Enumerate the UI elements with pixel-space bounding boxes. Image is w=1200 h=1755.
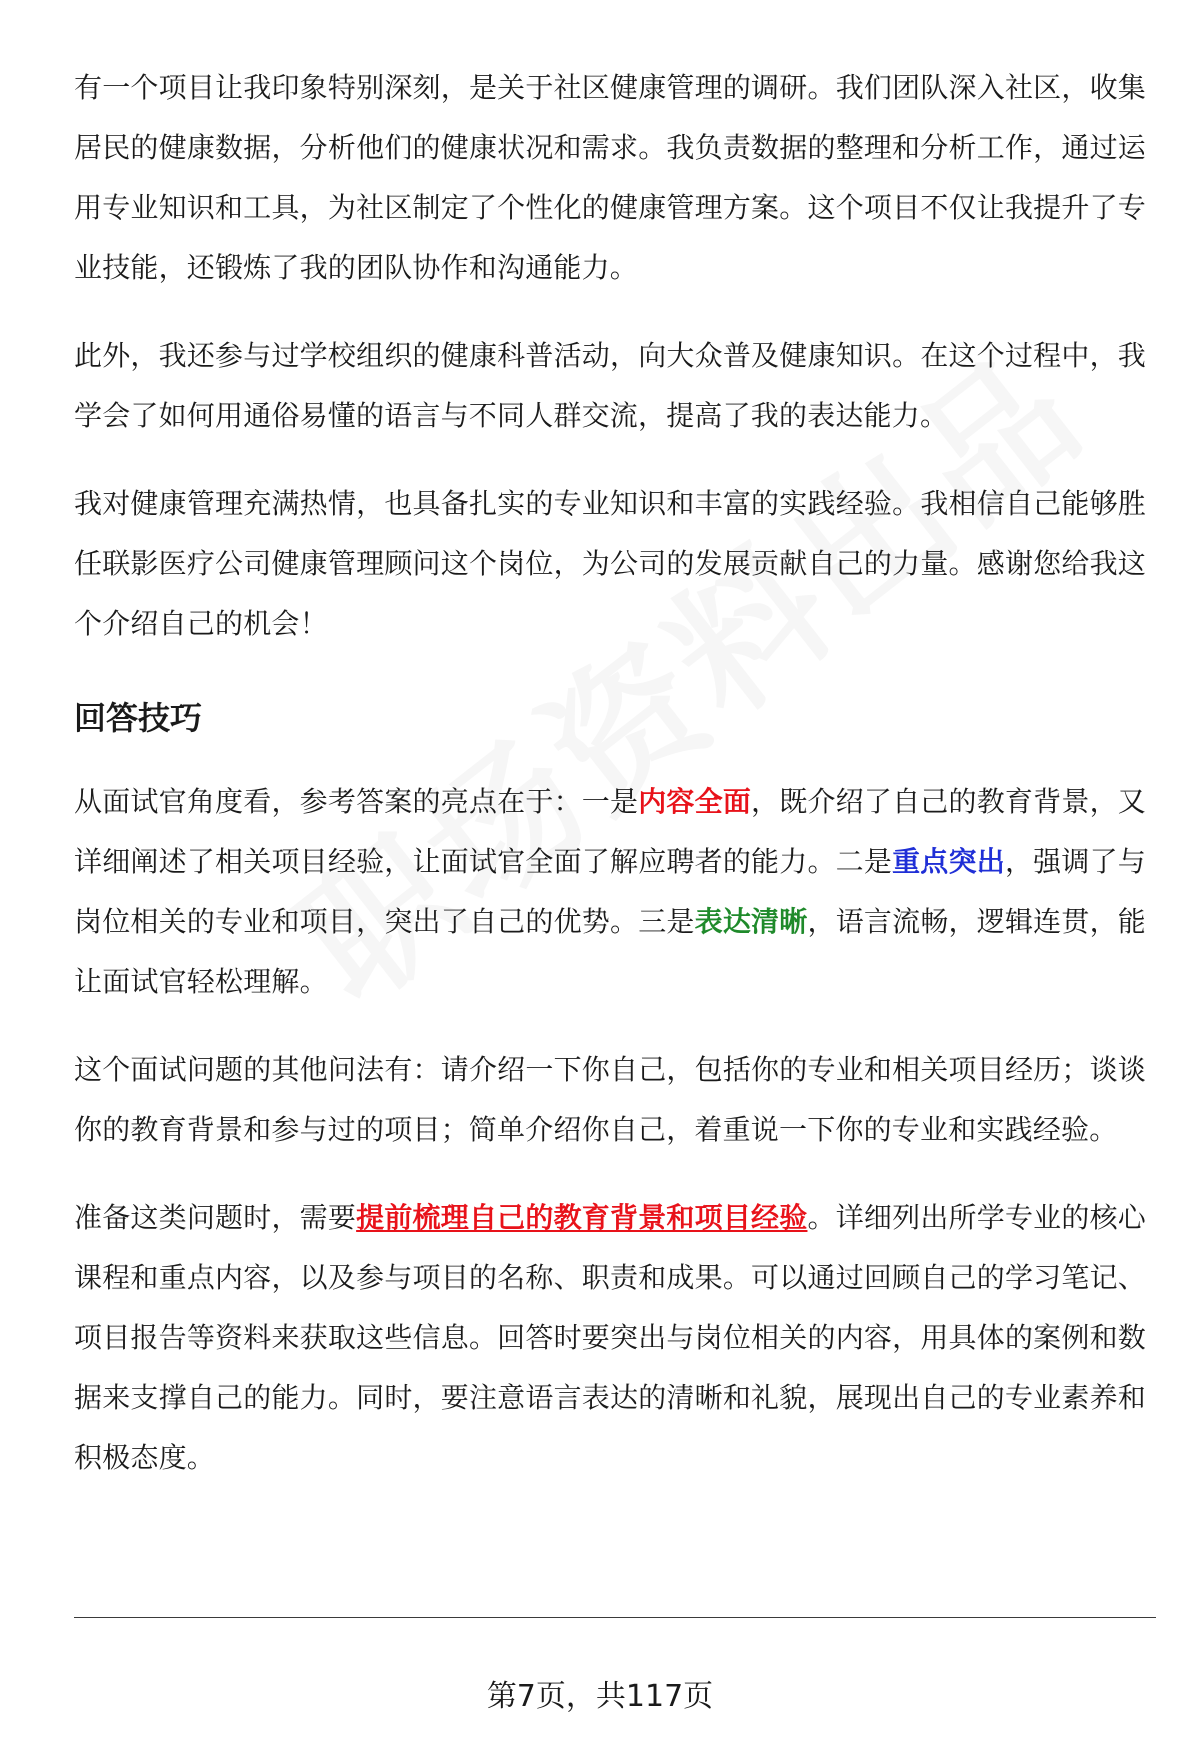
text-segment: 准备这类问题时，需要 <box>74 1201 357 1234</box>
highlight-preparation: 提前梳理自己的教育背景和项目经验 <box>356 1201 808 1234</box>
text-segment: ，语言流畅，逻辑连贯，能让面试官轻松理解。 <box>74 905 1146 998</box>
paragraph-closing: 我对健康管理充满热情，也具备扎实的专业知识和丰富的实践经验。我相信自己能够胜任联影医疗公司健康管理顾问这个岗位，为公司的发展贡献自己的力量。感谢您给我这个介绍自己的机会！ <box>74 487 1146 640</box>
paragraph-preparation <box>74 1188 1146 1488</box>
highlight-clear: 表达清晰 <box>694 905 808 938</box>
highlight-focused: 重点突出 <box>892 845 1005 878</box>
section-heading: 回答技巧 <box>74 699 203 737</box>
highlight-comprehensive: 内容全面 <box>638 785 752 818</box>
text-segment: ，既介绍了自己的教育背景，又详细阐述了相关项目经验，让面试官全面了解应聘者的能力。二是 <box>74 785 1146 878</box>
paragraph-science-activity: 此外，我还参与过学校组织的健康科普活动，向大众普及健康知识。在这个过程中，我学会了如何用通俗易懂的语言与不同人群交流，提高了我的表达能力。 <box>74 339 1146 432</box>
paragraph-project-experience: 有一个项目让我印象特别深刻，是关于社区健康管理的调研。我们团队深入社区，收集居民的健康数据，分析他们的健康状况和需求。我负责数据的整理和分析工作，通过运用专业知识和工具，为社区制定了个性化的健康管理方案。这个项目不仅让我提升了专业技能，还锻炼了我的团队协作和沟通能力。 <box>74 71 1146 284</box>
footer-divider <box>74 1617 1156 1618</box>
paragraph-highlights <box>74 772 1146 1012</box>
text-segment: 。详细列出所学专业的核心课程和重点内容，以及参与项目的名称、职责和成果。可以通过回顾自己的学习笔记、项目报告等资料来获取这些信息。回答时要突出与岗位相关的内容，用具体的案例和数据来支撑自己的能力。同时，要注意语言表达的清晰和礼貌，展现出自己的专业素养和积极态度。 <box>74 1201 1146 1474</box>
page-number: 第7页，共117页 <box>486 1679 714 1714</box>
document-body <box>74 58 1146 1516</box>
text-segment: 从面试官角度看，参考答案的亮点在于：一是 <box>74 785 639 818</box>
paragraph-alternative-questions: 这个面试问题的其他问法有：请介绍一下你自己，包括你的专业和相关项目经历；谈谈你的教育背景和参与过的项目；简单介绍你自己，着重说一下你的专业和实践经验。 <box>74 1053 1146 1146</box>
text-segment: ，强调了与岗位相关的专业和项目，突出了自己的优势。三是 <box>74 845 1146 938</box>
